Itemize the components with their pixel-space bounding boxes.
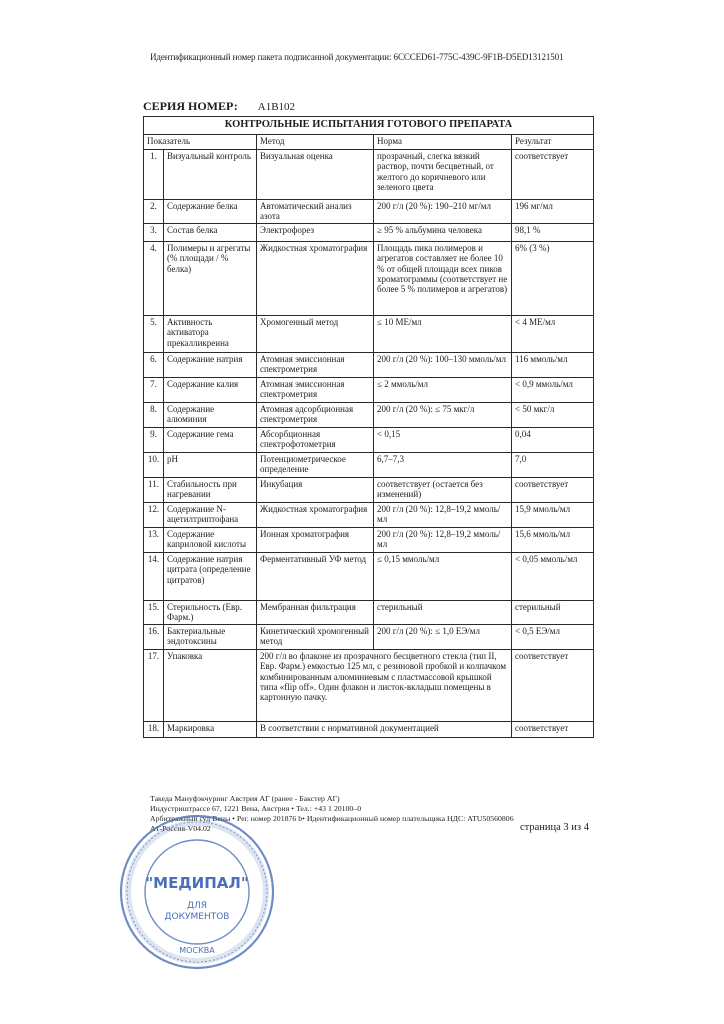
table-body	[144, 150, 594, 738]
row-parameter: Содержание белка	[164, 200, 257, 224]
stamp-bottom-text: МОСКВА	[179, 946, 215, 955]
row-norm: 200 г/л (20 %): ≤ 75 мкг/л	[374, 403, 512, 428]
row-norm: 6,7–7,3	[374, 453, 512, 478]
row-number: 11.	[144, 478, 164, 503]
row-result: 196 мг/мл	[512, 200, 594, 224]
row-method: Инкубация	[257, 478, 374, 503]
row-number: 18.	[144, 722, 164, 738]
row-result: < 4 МЕ/мл	[512, 316, 594, 353]
table-row	[144, 625, 594, 650]
row-result: соответствует	[512, 150, 594, 200]
row-method: Ферментативный УФ метод	[257, 553, 374, 601]
row-norm: ≤ 0,15 ммоль/мл	[374, 553, 512, 601]
row-parameter: Стерильность (Евр. Фарм.)	[164, 601, 257, 625]
row-number: 17.	[144, 650, 164, 722]
table-row	[144, 353, 594, 378]
row-packaging-text: 200 г/л во флаконе из прозрачного бесцветного стекла (тип II, Евр. Фарм.) емкостью 125 мл, с резиновой пробкой и колпачком комбинированным алюминиевым с пластмассовой крышкой типа «flip off». Один флакон и листок-вкладыш помещены в картонную пачку.	[257, 650, 512, 722]
table-row	[144, 722, 594, 738]
row-norm: Площадь пика полимеров и агрегатов составляет не более 10 % от общей площади всех пиков хроматограммы (соответствует не более 5 % полимеров и агрегатов)	[374, 242, 512, 316]
row-number: 3.	[144, 224, 164, 242]
table-row	[144, 478, 594, 503]
row-result: < 0,9 ммоль/мл	[512, 378, 594, 403]
table-row	[144, 224, 594, 242]
row-result: < 0,05 ммоль/мл	[512, 553, 594, 601]
header-result: Результат	[512, 135, 594, 150]
row-norm: ≤ 10 МЕ/мл	[374, 316, 512, 353]
row-result: 116 ммоль/мл	[512, 353, 594, 378]
row-norm: 200 г/л (20 %): ≤ 1,0 ЕЭ/мл	[374, 625, 512, 650]
row-method: Жидкостная хроматография	[257, 242, 374, 316]
medipal-stamp	[117, 812, 277, 972]
row-norm: 200 г/л (20 %): 12,8–19,2 ммоль/мл	[374, 528, 512, 553]
row-parameter: Содержание гема	[164, 428, 257, 453]
table-row	[144, 316, 594, 353]
row-number: 12.	[144, 503, 164, 528]
stamp-inner-ring	[145, 840, 249, 944]
row-parameter: Содержание алюминия	[164, 403, 257, 428]
row-method: Атомная адсорбционная спектрометрия	[257, 403, 374, 428]
row-method: Визуальная оценка	[257, 150, 374, 200]
row-number: 4.	[144, 242, 164, 316]
row-norm: < 0,15	[374, 428, 512, 453]
row-result: соответствует	[512, 478, 594, 503]
row-marking-text: В соответствии с нормативной документацией	[257, 722, 512, 738]
row-method: Мембранная фильтрация	[257, 601, 374, 625]
footer-registration: Арбитражный суд Вены • Рег. номер 201876 b• Идентификационный номер плательщика НДС: ATU50560806	[150, 814, 514, 823]
row-parameter: Содержание каприловой кислоты	[164, 528, 257, 553]
row-parameter: Упаковка	[164, 650, 257, 722]
row-number: 9.	[144, 428, 164, 453]
row-number: 8.	[144, 403, 164, 428]
row-method: Кинетический хромогенный метод	[257, 625, 374, 650]
series-number	[143, 99, 295, 114]
series-label: СЕРИЯ НОМЕР:	[143, 99, 238, 113]
package-id-line: Идентификационный номер пакета подписанной документации: 6CCCED61-775C-439C-9F1B-D5ED13121501	[150, 52, 564, 62]
row-parameter: Состав белка	[164, 224, 257, 242]
row-number: 6.	[144, 353, 164, 378]
row-result: 0,04	[512, 428, 594, 453]
row-norm: стерильный	[374, 601, 512, 625]
row-norm: 200 г/л (20 %): 12,8–19,2 ммоль/мл	[374, 503, 512, 528]
row-method: Ионная хроматография	[257, 528, 374, 553]
row-result: 15,9 ммоль/мл	[512, 503, 594, 528]
row-norm: ≥ 95 % альбумина человека	[374, 224, 512, 242]
row-result: < 0,5 ЕЭ/мл	[512, 625, 594, 650]
footer-address: Индустриштрассе 67, 1221 Вена, Австрия • Тел.: +43 1 20100–0	[150, 804, 362, 813]
row-norm: 200 г/л (20 %): 190–210 мг/мл	[374, 200, 512, 224]
row-parameter: Содержание калия	[164, 378, 257, 403]
header-parameter: Показатель	[144, 135, 257, 150]
row-method: Атомная эмиссионная спектрометрия	[257, 378, 374, 403]
row-parameter: Бактериальные эндотоксины	[164, 625, 257, 650]
row-number: 5.	[144, 316, 164, 353]
row-number: 13.	[144, 528, 164, 553]
table-row	[144, 528, 594, 553]
table-row	[144, 503, 594, 528]
row-parameter: Содержание N-ацетилтриптофана	[164, 503, 257, 528]
row-result: 6% (3 %)	[512, 242, 594, 316]
table-title: КОНТРОЛЬНЫЕ ИСПЫТАНИЯ ГОТОВОГО ПРЕПАРАТА	[144, 117, 594, 135]
row-parameter: Содержание натрия цитрата (определение цитратов)	[164, 553, 257, 601]
row-result: 15,6 ммоль/мл	[512, 528, 594, 553]
row-number: 15.	[144, 601, 164, 625]
row-method: Потенциометрическое определение	[257, 453, 374, 478]
row-parameter: Активность активатора прекалликреина	[164, 316, 257, 353]
row-parameter: Содержание натрия	[164, 353, 257, 378]
table-row	[144, 650, 594, 722]
stamp-sub-text-2: ДОКУМЕНТОВ	[164, 912, 230, 922]
row-parameter: Маркировка	[164, 722, 257, 738]
row-parameter: Стабильность при нагревании	[164, 478, 257, 503]
row-norm: 200 г/л (20 %): 100–130 ммоль/мл	[374, 353, 512, 378]
series-value: A1B102	[257, 101, 296, 113]
row-parameter: pH	[164, 453, 257, 478]
row-number: 14.	[144, 553, 164, 601]
stamp-center-text: "МЕДИПАЛ"	[145, 874, 249, 892]
row-method: Хромогенный метод	[257, 316, 374, 353]
table-row	[144, 403, 594, 428]
stamp-ring-texture	[125, 820, 269, 964]
header-norm: Норма	[374, 135, 512, 150]
row-number: 16.	[144, 625, 164, 650]
row-result: стерильный	[512, 601, 594, 625]
row-method: Автоматический анализ азота	[257, 200, 374, 224]
page-number: страница 3 из 4	[520, 822, 589, 833]
spec-table	[143, 116, 594, 738]
row-parameter: Визуальный контроль	[164, 150, 257, 200]
table-row	[144, 453, 594, 478]
row-norm: соответствует (остается без изменений)	[374, 478, 512, 503]
table-row	[144, 428, 594, 453]
table-row	[144, 553, 594, 601]
row-number: 10.	[144, 453, 164, 478]
footer-doc-code: A1-Россия-V04.02	[150, 824, 211, 833]
table-row	[144, 200, 594, 224]
footer-company: Такеда Мануфэкчуринг Австрия АГ (ранее - Бакстер АГ)	[150, 794, 340, 803]
row-result: < 50 мкг/л	[512, 403, 594, 428]
row-number: 2.	[144, 200, 164, 224]
table-row	[144, 601, 594, 625]
row-result: соответствует	[512, 722, 594, 738]
table-row	[144, 150, 594, 200]
row-method: Атомная эмиссионная спектрометрия	[257, 353, 374, 378]
stamp-sub-text-1: ДЛЯ	[186, 901, 208, 911]
row-result: 98,1 %	[512, 224, 594, 242]
row-parameter: Полимеры и агрегаты (% площади / % белка)	[164, 242, 257, 316]
row-number: 7.	[144, 378, 164, 403]
row-method: Абсорбционная спектрофотометрия	[257, 428, 374, 453]
table-row	[144, 378, 594, 403]
header-method: Метод	[257, 135, 374, 150]
table-row	[144, 242, 594, 316]
row-method: Электрофорез	[257, 224, 374, 242]
row-result: 7,0	[512, 453, 594, 478]
row-method: Жидкостная хроматография	[257, 503, 374, 528]
row-norm: прозрачный, слегка вязкий раствор, почти бесцветный, от желтого до коричневого или зеленого цвета	[374, 150, 512, 200]
row-result: соответствует	[512, 650, 594, 722]
row-norm: ≤ 2 ммоль/мл	[374, 378, 512, 403]
row-number: 1.	[144, 150, 164, 200]
